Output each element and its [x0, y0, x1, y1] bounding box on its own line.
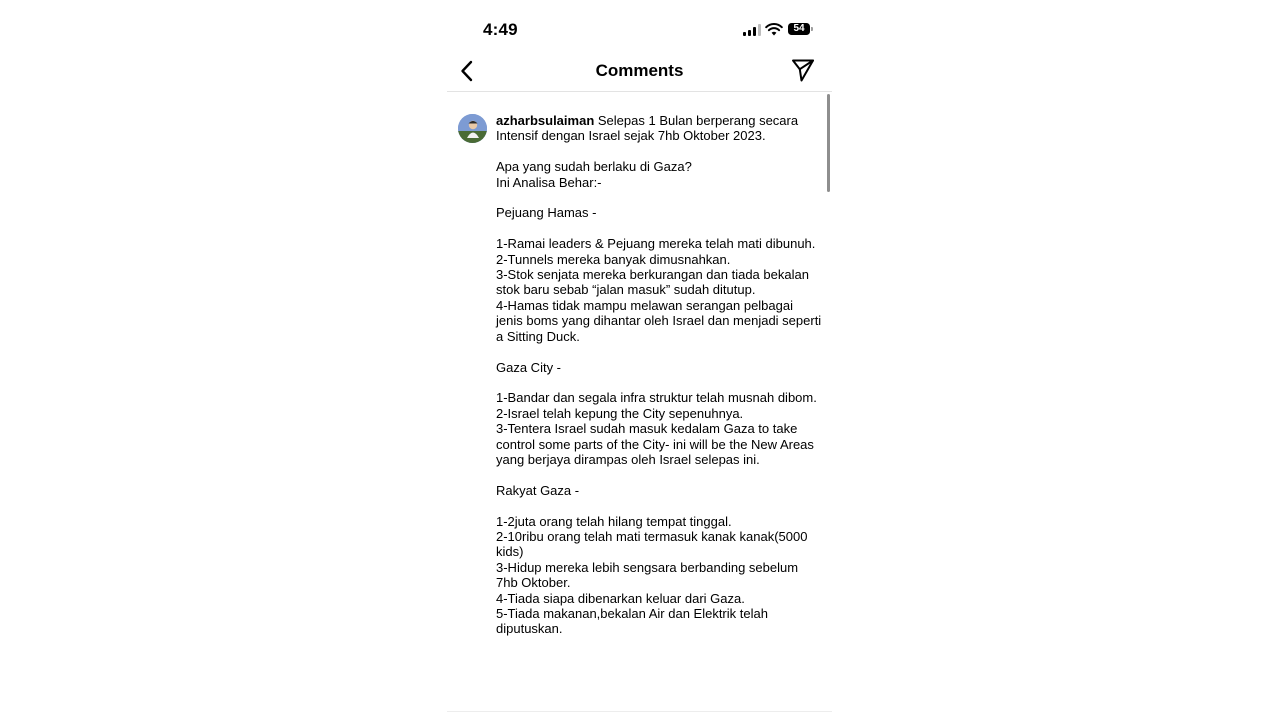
comment-header [496, 113, 822, 144]
comment-first-line: Selepas 1 Bulan berperang secara Intensif dengan Israel sejak 7hb Oktober 2023. [496, 113, 799, 144]
comment-username[interactable]: azharbsulaiman [496, 113, 595, 128]
status-icons [743, 22, 813, 38]
comments-header [447, 52, 832, 90]
avatar[interactable] [458, 114, 487, 143]
cellular-signal-icon [743, 24, 761, 36]
battery-level: 54 [793, 23, 805, 34]
status-time: 4:49 [483, 20, 518, 39]
wifi-icon [765, 22, 783, 36]
header-divider [447, 91, 832, 92]
comment [496, 113, 822, 637]
paper-plane-icon[interactable] [790, 57, 816, 83]
bottom-divider [447, 711, 832, 712]
chevron-left-icon[interactable] [453, 56, 483, 86]
comment-text: Apa yang sudah berlaku di Gaza? Ini Analisa Behar:- Pejuang Hamas - 1-Ramai leaders & Pejuang mereka telah mati dibunuh. 2-Tunnels mereka banyak dimusnahkan. 3-Stok senjata mereka berkurangan dan tiada bekalan stok baru sebab “jalan masuk” sudah ditutup. 4-Hamas tidak mampu melawan serangan pelbagai jenis boms yang dihantar oleh Israel dan menjadi seperti a Sitting Duck. Gaza City - 1-Bandar dan segala infra struktur telah musnah dibom. 2-Israel telah kepung the City sepenuhnya. 3-Tentera Israel sudah masuk kedalam Gaza to take control some parts of the City- ini will be the New Areas yang berjaya dirampas oleh Israel selepas ini. Rakyat Gaza - 1-2juta orang telah hilang tempat tinggal. 2-10ribu orang telah mati termasuk kanak kanak(5000 kids) 3-Hidup mereka lebih sengsara berbanding sebelum 7hb Oktober. 4-Tiada siapa dibenarkan keluar dari Gaza. 5-Tiada makanan,bekalan Air dan Elektrik telah diputuskan. [496, 159, 822, 637]
scrollbar[interactable] [827, 94, 830, 192]
page-title: Comments [595, 61, 684, 80]
avatar-photo-icon [458, 114, 487, 143]
battery-icon [788, 23, 810, 35]
phone-screen [447, 0, 832, 720]
